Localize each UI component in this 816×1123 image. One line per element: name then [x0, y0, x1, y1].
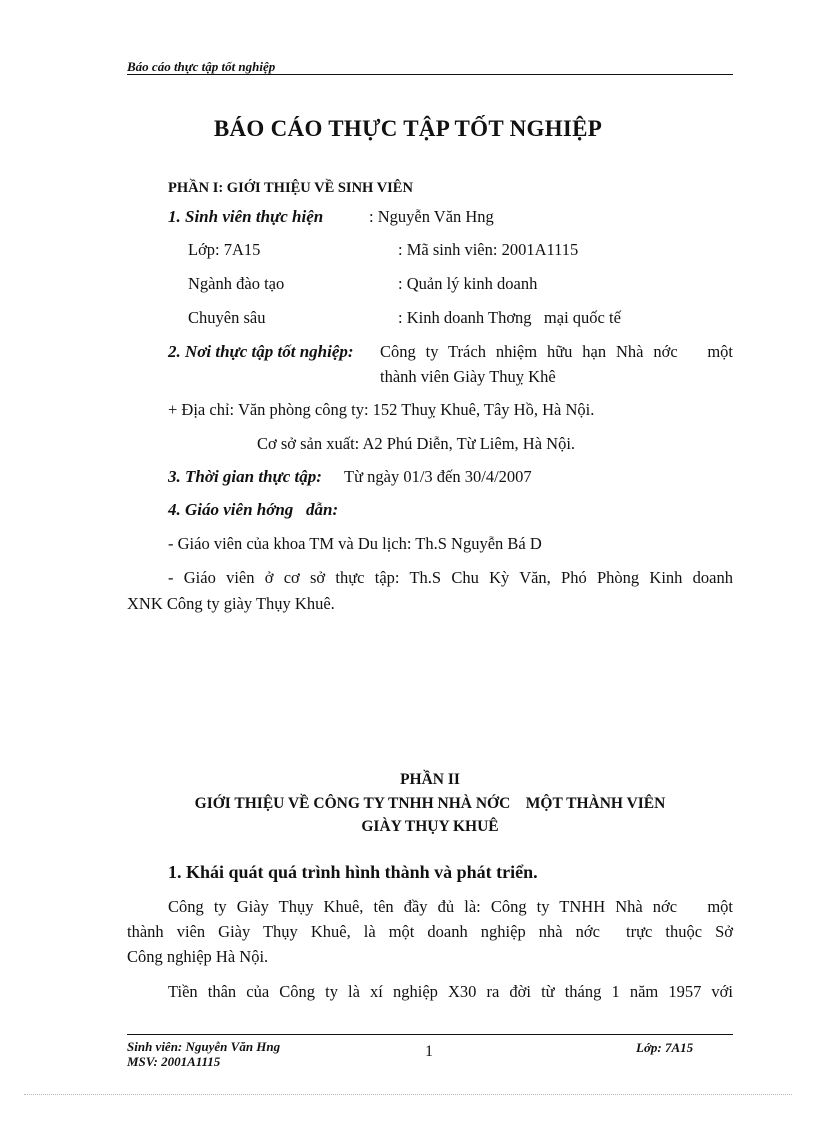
advisor-site-line2: XNK Công ty giày Thụy Khuê.	[127, 594, 335, 613]
page-number: 1	[425, 1043, 433, 1060]
para1-line2: thành viên Giày Thụy Khuê, là một doanh nghiệp nhà nớc trực thuộc Sở	[127, 922, 733, 941]
para1-line1: Công ty Giày Thụy Khuê, tên đầy đủ là: Công ty TNHH Nhà nớc một	[168, 897, 733, 916]
advisor-label: 4. Giáo viên hớng dẫn:	[168, 500, 339, 519]
header-rule	[127, 74, 733, 75]
student-label: 1. Sinh viên thực hiện	[168, 207, 324, 226]
footer-student: Sinh viên: Nguyễn Văn Hng	[127, 1039, 281, 1054]
part2-subheading-line1: GIỚI THIỆU VỀ CÔNG TY TNHH NHÀ NỚC MỘT THÀNH VIÊN	[194, 795, 666, 812]
footer-class: Lớp: 7A15	[636, 1040, 694, 1055]
advisor-site-line1: - Giáo viên ở cơ sở thực tập: Th.S Chu Kỳ Văn, Phó Phòng Kinh doanh	[168, 568, 733, 587]
part2-subheading-line2: GIÀY THỤY KHUÊ	[361, 818, 499, 835]
specialty-label: Chuyên sâu	[188, 308, 266, 327]
advisor-faculty: - Giáo viên của khoa TM và Du lịch: Th.S Nguyễn Bá D	[168, 534, 542, 553]
specialty-value: : Kinh doanh Thơng mại quốc tế	[398, 308, 621, 327]
section1-title: 1. Khái quát quá trình hình thành và phát triển.	[168, 862, 538, 882]
page-edge-divider	[24, 1094, 792, 1095]
address-line1: + Địa chỉ: Văn phòng công ty: 152 Thuỵ Khuê, Tây Hồ, Hà Nội.	[168, 400, 595, 419]
major-label: Ngành đào tạo	[188, 274, 285, 293]
internship-place-line2: thành viên Giày Thuỵ Khê	[380, 367, 556, 386]
internship-time-label: 3. Thời gian thực tập:	[168, 467, 322, 486]
footer-msv: MSV: 2001A1115	[127, 1054, 221, 1069]
address-line2: Cơ sở sản xuất: A2 Phú Diễn, Từ Liêm, Hà Nội.	[257, 434, 576, 453]
part1-heading: PHẦN I: GIỚI THIỆU VỀ SINH VIÊN	[168, 180, 413, 196]
major-value: : Quản lý kinh doanh	[398, 274, 538, 293]
running-header: Báo cáo thực tập tốt nghiệp	[127, 59, 276, 74]
part2-heading: PHẦN II	[400, 771, 460, 788]
para1-line3: Công nghiệp Hà Nội.	[127, 947, 269, 966]
para2-line1: Tiền thân của Công ty là xí nghiệp X30 ra đời từ tháng 1 năm 1957 với	[168, 982, 733, 1001]
internship-time-value: Từ ngày 01/3 đến 30/4/2007	[344, 467, 532, 486]
internship-place-label: 2. Nơi thực tập tốt nghiệp:	[168, 342, 354, 361]
class-label: Lớp: 7A15	[188, 240, 261, 259]
student-id: : Mã sinh viên: 2001A1115	[398, 240, 579, 259]
student-name: : Nguyễn Văn Hng	[369, 207, 494, 226]
footer-rule	[127, 1034, 733, 1035]
document-title: BÁO CÁO THỰC TẬP TỐT NGHIỆP	[213, 116, 603, 141]
internship-place-line1: Công ty Trách nhiệm hữu hạn Nhà nớc một	[380, 342, 733, 361]
